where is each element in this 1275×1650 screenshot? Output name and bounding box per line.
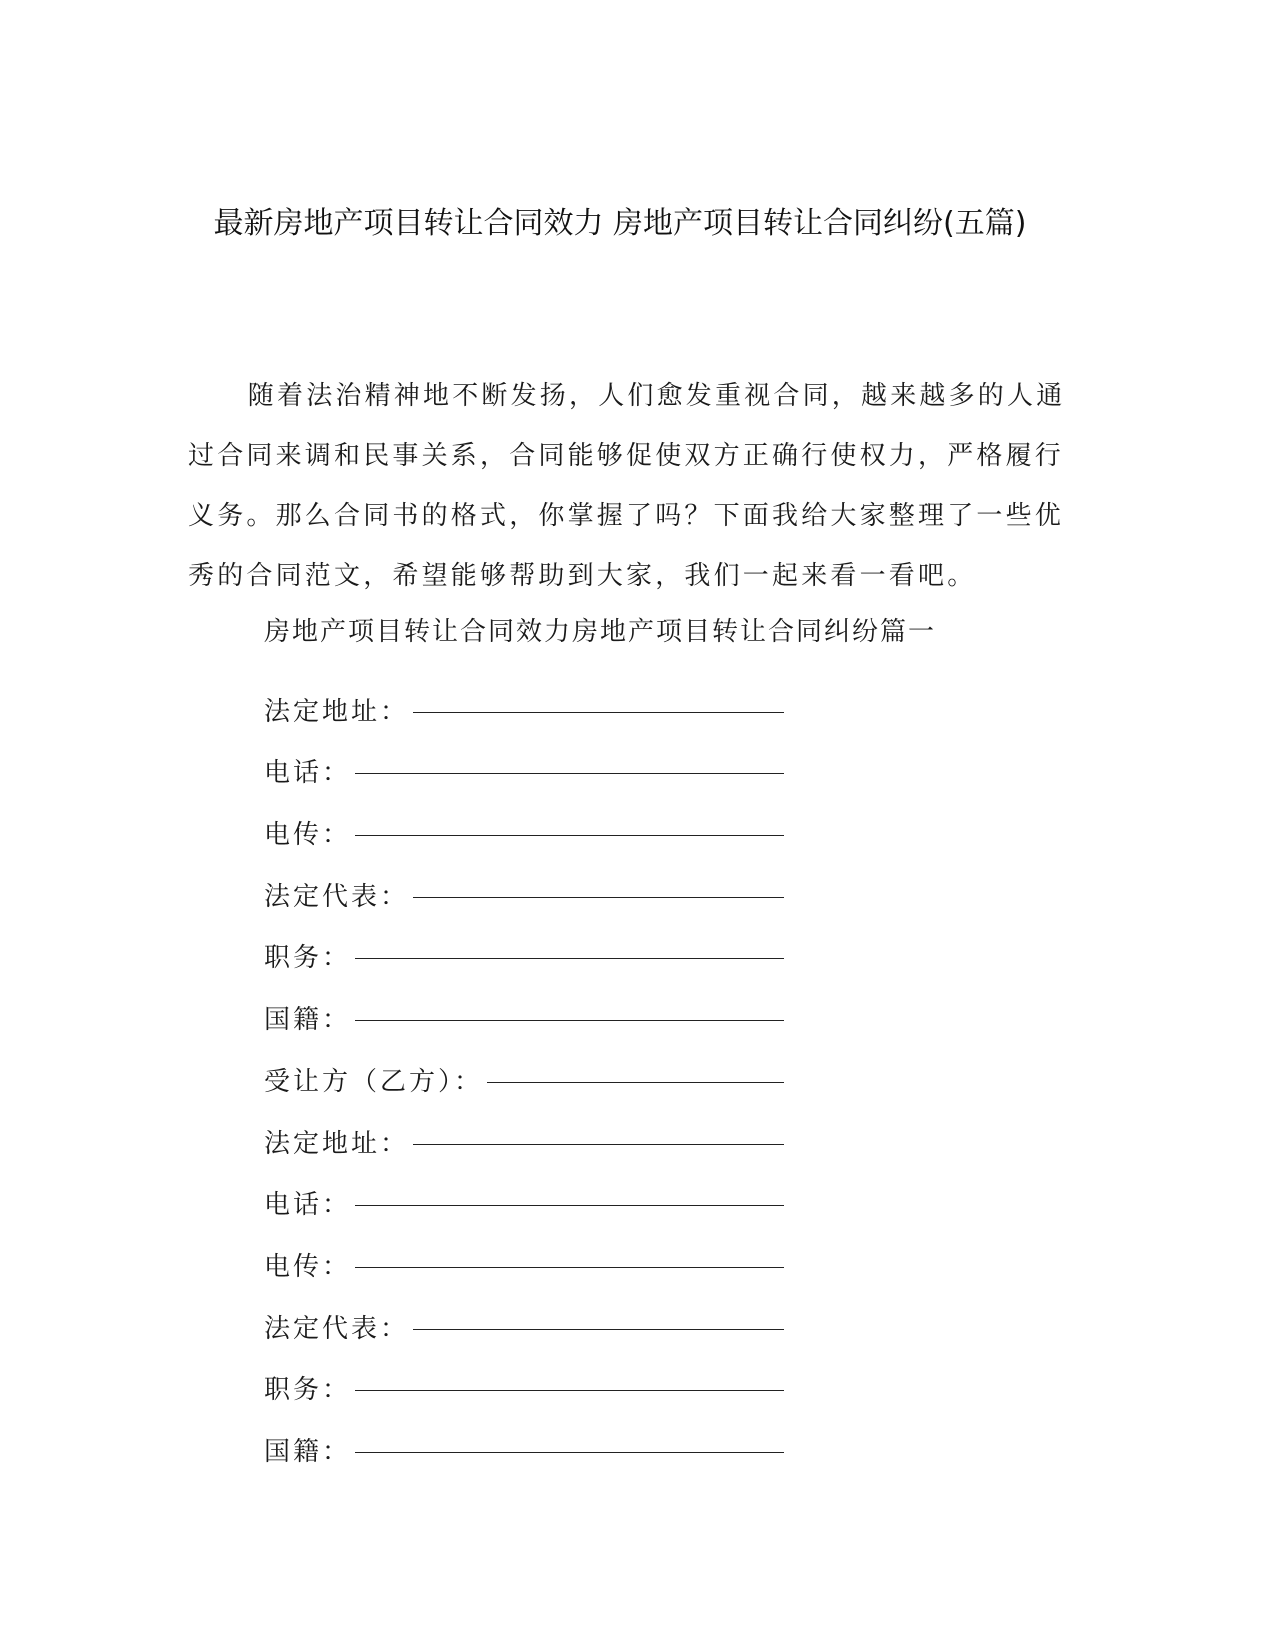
field-label: 电传： — [264, 1251, 352, 1282]
field-label: 电话： — [264, 1190, 352, 1221]
field-row-legal-address — [264, 670, 784, 732]
document-title: 最新房地产项目转让合同效力 房地产项目转让合同纠纷(五篇) — [213, 206, 1027, 241]
field-blank-line — [355, 834, 784, 836]
field-row-telex-2 — [264, 1225, 784, 1287]
field-label: 电话： — [264, 758, 352, 789]
field-row-legal-representative-2 — [264, 1287, 784, 1349]
field-row-legal-representative — [264, 855, 784, 917]
field-label: 法定代表： — [264, 1313, 410, 1344]
field-blank-line — [355, 1389, 784, 1391]
field-label: 法定地址： — [264, 1128, 410, 1159]
field-blank-line — [355, 1019, 784, 1021]
field-row-position-2 — [264, 1349, 784, 1411]
field-row-transferee — [264, 1040, 784, 1102]
intro-paragraph: 随着法治精神地不断发扬，人们愈发重视合同，越来越多的人通过合同来调和民事关系，合同能够促使双方正确行使权力，严格履行义务。那么合同书的格式，你掌握了吗？下面我给大家整理了一些优秀的合同范文，希望能够帮助到大家，我们一起来看一看吧。 — [188, 381, 1066, 591]
field-label: 法定地址： — [264, 696, 410, 727]
field-blank-line — [355, 1204, 784, 1206]
field-label: 电传： — [264, 820, 352, 851]
field-blank-line — [355, 1266, 784, 1268]
field-blank-line — [355, 1451, 784, 1453]
field-blank-line — [413, 896, 784, 898]
field-label: 国籍： — [264, 1005, 352, 1036]
field-label: 职务： — [264, 1375, 352, 1406]
field-row-telex — [264, 793, 784, 855]
field-label: 受让方（乙方）： — [264, 1066, 484, 1097]
field-blank-line — [413, 1143, 784, 1145]
field-row-nationality — [264, 978, 784, 1040]
field-label: 国籍： — [264, 1436, 352, 1467]
field-blank-line — [413, 711, 784, 713]
field-blank-line — [487, 1081, 784, 1083]
field-blank-line — [355, 772, 784, 774]
field-label: 职务： — [264, 943, 352, 974]
field-row-position — [264, 917, 784, 979]
field-row-legal-address-2 — [264, 1102, 784, 1164]
field-label: 法定代表： — [264, 881, 410, 912]
field-row-phone-2 — [264, 1164, 784, 1226]
section-heading: 房地产项目转让合同效力房地产项目转让合同纠纷篇一 — [264, 617, 937, 647]
contract-fields — [264, 670, 784, 1472]
field-blank-line — [413, 1328, 784, 1330]
field-blank-line — [355, 957, 784, 959]
field-row-phone — [264, 732, 784, 794]
field-row-nationality-2 — [264, 1410, 784, 1472]
